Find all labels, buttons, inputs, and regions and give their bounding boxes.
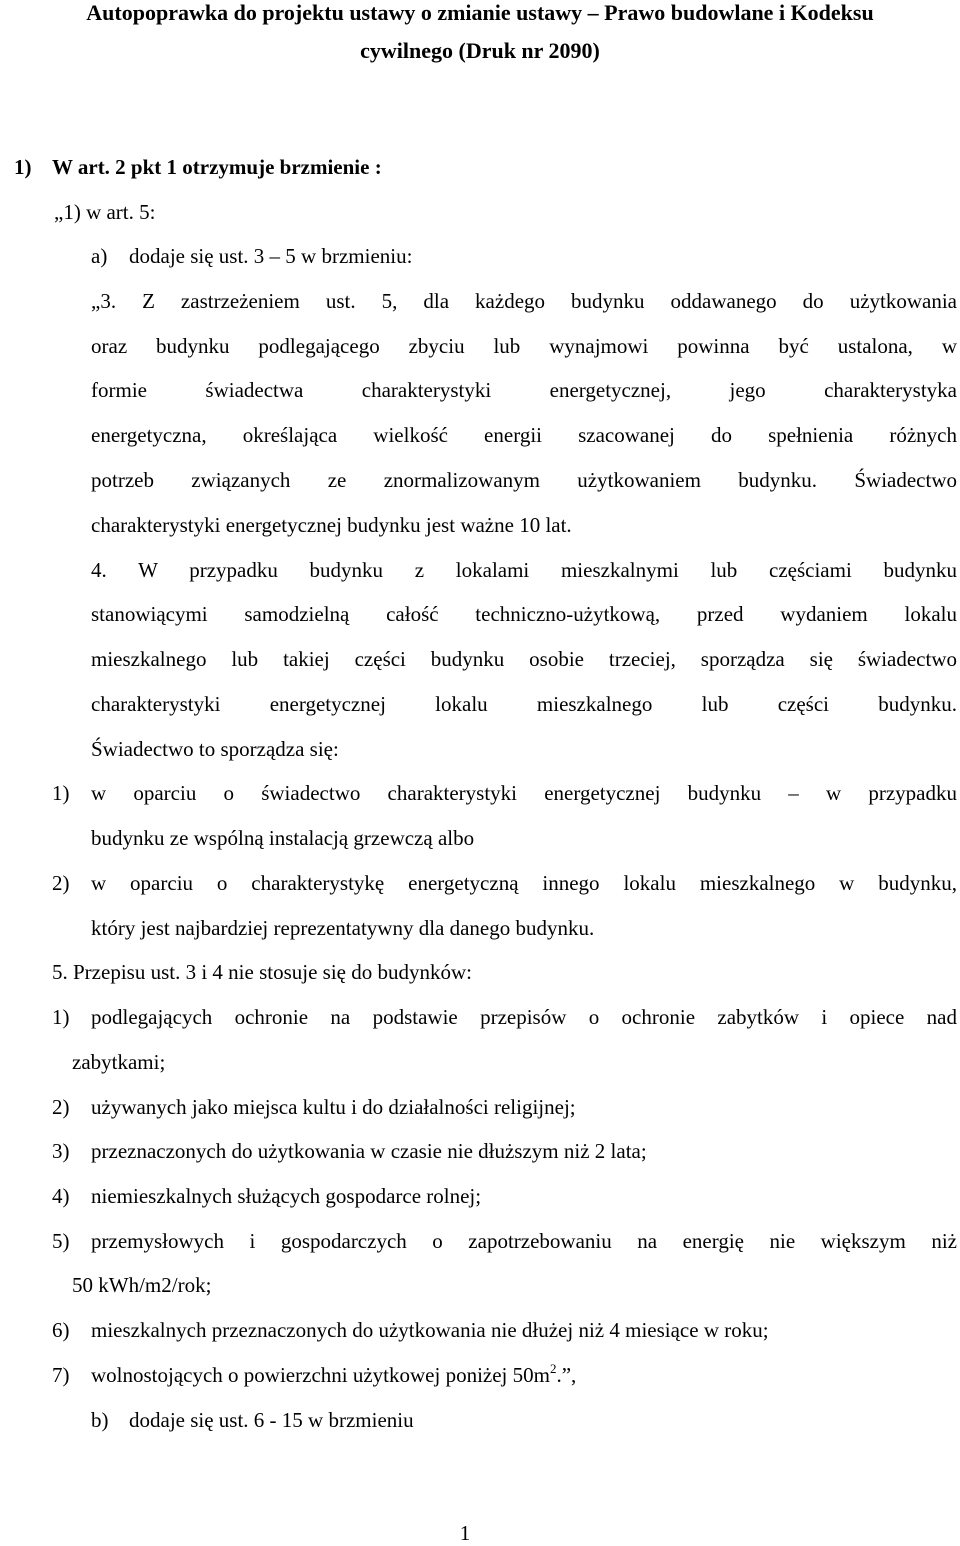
- document-title: [0, 0, 960, 70]
- ust4-point-1-number: 1): [52, 781, 70, 805]
- ust3-line-2: oraz budynku podlegającego zbyciu lub wynajmowi powinna być ustalona, w: [91, 334, 957, 358]
- ust5-point-1-line-2: zabytkami;: [72, 1050, 166, 1074]
- sub-a-number: a): [91, 244, 108, 268]
- ust4-point-2-number: 2): [52, 871, 70, 895]
- quote-open-line: „1) w art. 5:: [54, 200, 156, 224]
- ust5-point-6-number: 6): [52, 1318, 70, 1342]
- ust5-intro: 5. Przepisu ust. 3 i 4 nie stosuje się do budynków:: [52, 960, 472, 984]
- ust5-point-3-number: 3): [52, 1139, 70, 1163]
- ust5-point-7-text: [91, 1353, 576, 1398]
- ust5-point-4-text: niemieszkalnych służących gospodarce rolnej;: [91, 1184, 482, 1208]
- ust3-line-1: „3. Z zastrzeżeniem ust. 5, dla każdego budynku oddawanego do użytkowania: [91, 289, 957, 313]
- ust5-point-7-text-before: wolnostojących o powierzchni użytkowej poniżej 50m: [91, 1363, 550, 1387]
- ust5-point-2-number: 2): [52, 1095, 70, 1119]
- ust3-line-4: energetyczna, określająca wielkość energii szacowanej do spełnienia różnych: [91, 423, 957, 447]
- sub-b-number: b): [91, 1408, 109, 1432]
- sub-b-text: dodaje się ust. 6 - 15 w brzmieniu: [129, 1408, 414, 1432]
- ust4-line-2: stanowiącymi samodzielną całość techniczno-użytkową, przed wydaniem lokalu: [91, 602, 957, 626]
- page-number: 1: [459, 1521, 471, 1545]
- item-1-number: 1): [14, 155, 32, 179]
- ust5-point-5-number: 5): [52, 1229, 70, 1253]
- ust4-point-2-line-1: w oparciu o charakterystykę energetyczną innego lokalu mieszkalnego w budynku,: [91, 871, 957, 895]
- ust5-point-2-text: używanych jako miejsca kultu i do działalności religijnej;: [91, 1095, 576, 1119]
- ust5-point-7-number: 7): [52, 1363, 70, 1387]
- ust4-line-3: mieszkalnego lub takiej części budynku osobie trzeciej, sporządza się świadectwo: [91, 647, 957, 671]
- ust4-point-2-line-2: który jest najbardziej reprezentatywny dla danego budynku.: [91, 916, 595, 940]
- ust3-line-5: potrzeb związanych ze znormalizowanym użytkowaniem budynku. Świadectwo: [91, 468, 957, 492]
- ust4-line-4: charakterystyki energetycznej lokalu mieszkalnego lub części budynku.: [91, 692, 957, 716]
- ust4-point-1-line-1: w oparciu o świadectwo charakterystyki energetycznej budynku – w przypadku: [91, 781, 957, 805]
- ust3-line-6: charakterystyki energetycznej budynku jest ważne 10 lat.: [91, 513, 572, 537]
- title-line-1: Autopoprawka do projektu ustawy o zmianie ustawy – Prawo budowlane i Kodeksu: [86, 0, 874, 25]
- ust5-point-6-text: mieszkalnych przeznaczonych do użytkowania nie dłużej niż 4 miesiące w roku;: [91, 1318, 769, 1342]
- ust5-point-3-text: przeznaczonych do użytkowania w czasie nie dłuższym niż 2 lata;: [91, 1139, 647, 1163]
- ust4-point-1-line-2: budynku ze wspólną instalacją grzewczą albo: [91, 826, 475, 850]
- item-1-text: W art. 2 pkt 1 otrzymuje brzmienie :: [52, 155, 382, 179]
- title-line-2: cywilnego (Druk nr 2090): [360, 38, 600, 63]
- ust5-point-1-number: 1): [52, 1005, 70, 1029]
- sub-a-text: dodaje się ust. 3 – 5 w brzmieniu:: [129, 244, 413, 268]
- superscript-2: 2: [549, 1361, 557, 1376]
- ust5-point-1-line-1: podlegających ochronie na podstawie przepisów o ochronie zabytków i opiece nad: [91, 1005, 957, 1029]
- ust5-point-5-line-2: 50 kWh/m2/rok;: [72, 1273, 212, 1297]
- ust5-point-5-line-1: przemysłowych i gospodarczych o zapotrzebowaniu na energię nie większym niż: [91, 1229, 957, 1253]
- ust3-line-3: formie świadectwa charakterystyki energetycznej, jego charakterystyka: [91, 378, 957, 402]
- ust4-line-5: Świadectwo to sporządza się:: [91, 737, 339, 761]
- ust5-point-4-number: 4): [52, 1184, 70, 1208]
- ust5-point-7-text-after: .”,: [556, 1363, 577, 1387]
- ust4-line-1: 4. W przypadku budynku z lokalami mieszkalnymi lub częściami budynku: [91, 558, 957, 582]
